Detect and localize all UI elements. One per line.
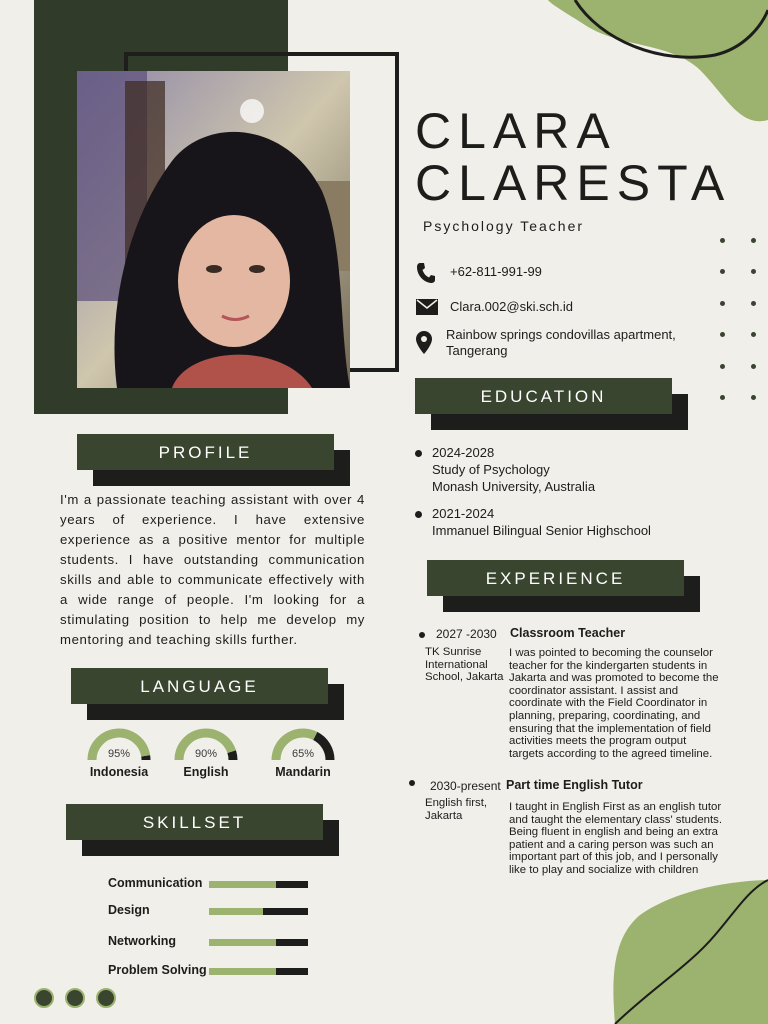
desc-line: Being fluent in english and being an extra <box>509 826 718 839</box>
education-years: 2024-2028 <box>432 445 495 460</box>
decor-circle <box>34 988 54 1008</box>
education-item <box>432 444 595 495</box>
desc-line: Jakarta and was promoted to become the <box>509 672 719 685</box>
experience-title: Classroom Teacher <box>510 626 626 640</box>
experience-description <box>509 801 722 877</box>
skill-bar-fill <box>209 968 276 975</box>
place-line: TK Sunrise <box>425 646 482 658</box>
place-line: English first, <box>425 797 488 809</box>
desc-line: and taught the elementary class' students. <box>509 813 723 826</box>
language-gauge <box>171 727 241 763</box>
skill-name: Communication <box>108 876 203 890</box>
desc-line: teacher for the kindergarten students in <box>509 659 708 672</box>
language-gauge <box>268 727 338 763</box>
envelope-icon <box>416 299 438 315</box>
skill-name: Problem Solving <box>108 963 207 977</box>
bullet <box>419 632 425 638</box>
experience-years: 2027 -2030 <box>436 627 497 641</box>
skill-bar <box>209 968 308 975</box>
location-pin-icon <box>416 331 432 354</box>
language-name: English <box>183 765 229 779</box>
address-line-2: Tangerang <box>446 343 508 358</box>
last-name: CLARESTA <box>415 155 732 211</box>
address-line-1: Rainbow springs condovillas apartment, <box>446 327 676 342</box>
skillset-heading: SKILLSET <box>66 804 323 840</box>
education-line: Immanuel Bilingual Senior Highschool <box>432 523 651 538</box>
education-line: Study of Psychology <box>432 462 550 477</box>
desc-line: I taught in English First as an english tutor <box>509 801 722 813</box>
email-address[interactable]: Clara.002@ski.sch.id <box>450 299 574 314</box>
skill-name: Design <box>108 903 150 917</box>
language-heading: LANGUAGE <box>71 668 328 704</box>
gauge-percent: 65% <box>291 748 315 760</box>
desc-line: I was pointed to becoming the counselor <box>509 647 713 659</box>
skill-bar-fill <box>209 908 263 915</box>
decor-circle <box>96 988 116 1008</box>
gauge-remainder <box>232 752 233 760</box>
profile-heading: PROFILE <box>77 434 334 470</box>
desc-line: coordinator assistant. I assist and <box>509 684 679 697</box>
skill-bar-fill <box>209 881 276 888</box>
skill-bar-fill <box>209 939 276 946</box>
experience-place <box>425 797 487 822</box>
place-line: Jakarta <box>425 809 463 822</box>
phone-icon <box>416 262 436 284</box>
profile-photo <box>77 71 350 388</box>
experience-years: 2030-present <box>430 779 501 793</box>
place-line: International <box>425 658 488 671</box>
experience-place <box>425 646 504 684</box>
job-title: Psychology Teacher <box>423 218 585 234</box>
language-name: Mandarin <box>275 765 331 779</box>
skill-bar <box>209 939 308 946</box>
language-name: Indonesia <box>89 765 149 779</box>
desc-line: ensuring that the implementation of field <box>509 722 711 735</box>
gauge-percent: 95% <box>107 748 131 760</box>
dot-grid <box>720 238 760 403</box>
bullet <box>409 780 415 786</box>
phone-number[interactable]: +62-811-991-99 <box>450 264 542 279</box>
education-item <box>432 505 651 539</box>
desc-line: important part of this job, and I personally <box>509 851 718 864</box>
education-line: Monash University, Australia <box>432 479 596 494</box>
first-name: CLARA <box>415 103 617 159</box>
desc-line: like to play and socialize with children <box>509 863 699 876</box>
skill-name: Networking <box>108 934 177 948</box>
education-years: 2021-2024 <box>432 506 495 521</box>
bullet <box>415 511 422 518</box>
desc-line: patient and a caring person was such an <box>509 838 714 851</box>
gauge-percent: 90% <box>194 748 218 760</box>
education-heading: EDUCATION <box>415 378 672 414</box>
experience-title: Part time English Tutor <box>506 778 643 792</box>
desc-line: targets according to the agreed timeline. <box>509 747 713 760</box>
language-gauge <box>84 727 154 763</box>
skill-bar <box>209 881 308 888</box>
desc-line: planning, preparing, coordinating, and <box>509 709 701 722</box>
desc-line: coordinate with the Field Coordinator in <box>509 697 708 710</box>
skill-bar <box>209 908 308 915</box>
decor-circle <box>65 988 85 1008</box>
desc-line: activities meets the program output <box>509 735 687 748</box>
profile-text: I'm a passionate teaching assistant with over 4 years of experience. I have extensive experience as a positive mentor for multiple students. I have outstanding communication skills and able to communicate effectively with a wide range of people. I'm looking for a stimulating position to help me develop my mentoring and teaching skills further. <box>60 492 365 647</box>
place-line: School, Jakarta <box>425 671 504 684</box>
experience-heading: EXPERIENCE <box>427 560 684 596</box>
experience-description <box>509 647 719 760</box>
gauge-remainder <box>315 736 330 760</box>
bullet <box>415 450 422 457</box>
